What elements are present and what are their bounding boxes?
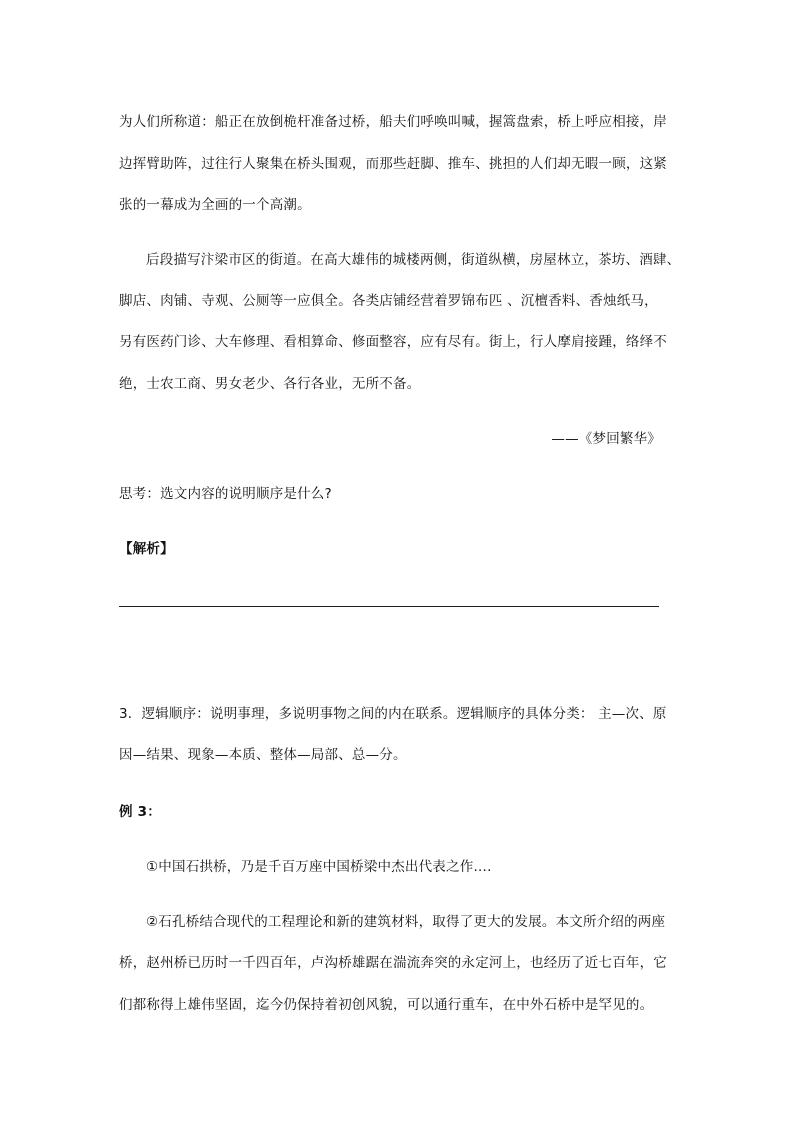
question-text: 思考：选文内容的说明顺序是什么? (119, 486, 332, 502)
paragraph2-line-4: 绝，士农工商、男女老少、各行各业，无所不备。 (119, 376, 421, 392)
passage-line-3: 张的一幕成为全画的一个高潮。 (119, 197, 311, 213)
passage-line-1: 为人们所称道：船正在放倒桅杆准备过桥，船夫们呼唤叫喊，握篙盘索，桥上呼应相接，岸 (119, 114, 667, 130)
analysis-label: 【解析】 (119, 541, 174, 557)
paragraph2-line-2: 脚店、肉铺、寺观、公厕等一应俱全。各类店铺经营着罗锦布匹 、沉檀香料、香烛纸马， (119, 293, 658, 309)
section3-line-2: 因—结果、现象—本质、整体—局部、总—分。 (119, 747, 407, 763)
example-item-2-line-3: 们都称得上雄伟坚固，迄今仍保持着初创风貌，可以通行重车，在中外石桥中是罕见的。 (119, 997, 654, 1013)
paragraph2-line-1: 后段描写汴梁市区的街道。在高大雄伟的城楼两侧，街道纵横，房屋林立，茶坊、酒肆、 (146, 252, 681, 268)
answer-blank-line (119, 606, 659, 607)
example-item-1: ①中国石拱桥，乃是千百万座中国桥梁中杰出代表之作…. (146, 859, 492, 875)
passage-line-2: 边挥臂助阵，过往行人聚集在桥头围观，而那些赶脚、推车、挑担的人们却无暇一顾，这紧 (119, 156, 667, 172)
example-item-2-line-1: ②石孔桥结合现代的工程理论和新的建筑材料，取得了更大的发展。本文所介绍的两座 (146, 914, 666, 930)
example-label: 例 3： (119, 804, 161, 820)
paragraph2-line-3: 另有医药门诊、大车修理、看相算命、修面整容，应有尽有。街上，行人摩肩接踵，络绎不 (119, 334, 667, 350)
section3-line-1: 3．逻辑顺序：说明事理，多说明事物之间的内在联系。逻辑顺序的具体分类： 主—次、原 (119, 706, 667, 722)
source-citation: ——《梦回繁华》 (551, 431, 661, 447)
example-item-2-line-2: 桥，赵州桥已历时一千四百年，卢沟桥雄踞在湍流奔突的永定河上，也经历了近七百年，它 (119, 955, 667, 971)
